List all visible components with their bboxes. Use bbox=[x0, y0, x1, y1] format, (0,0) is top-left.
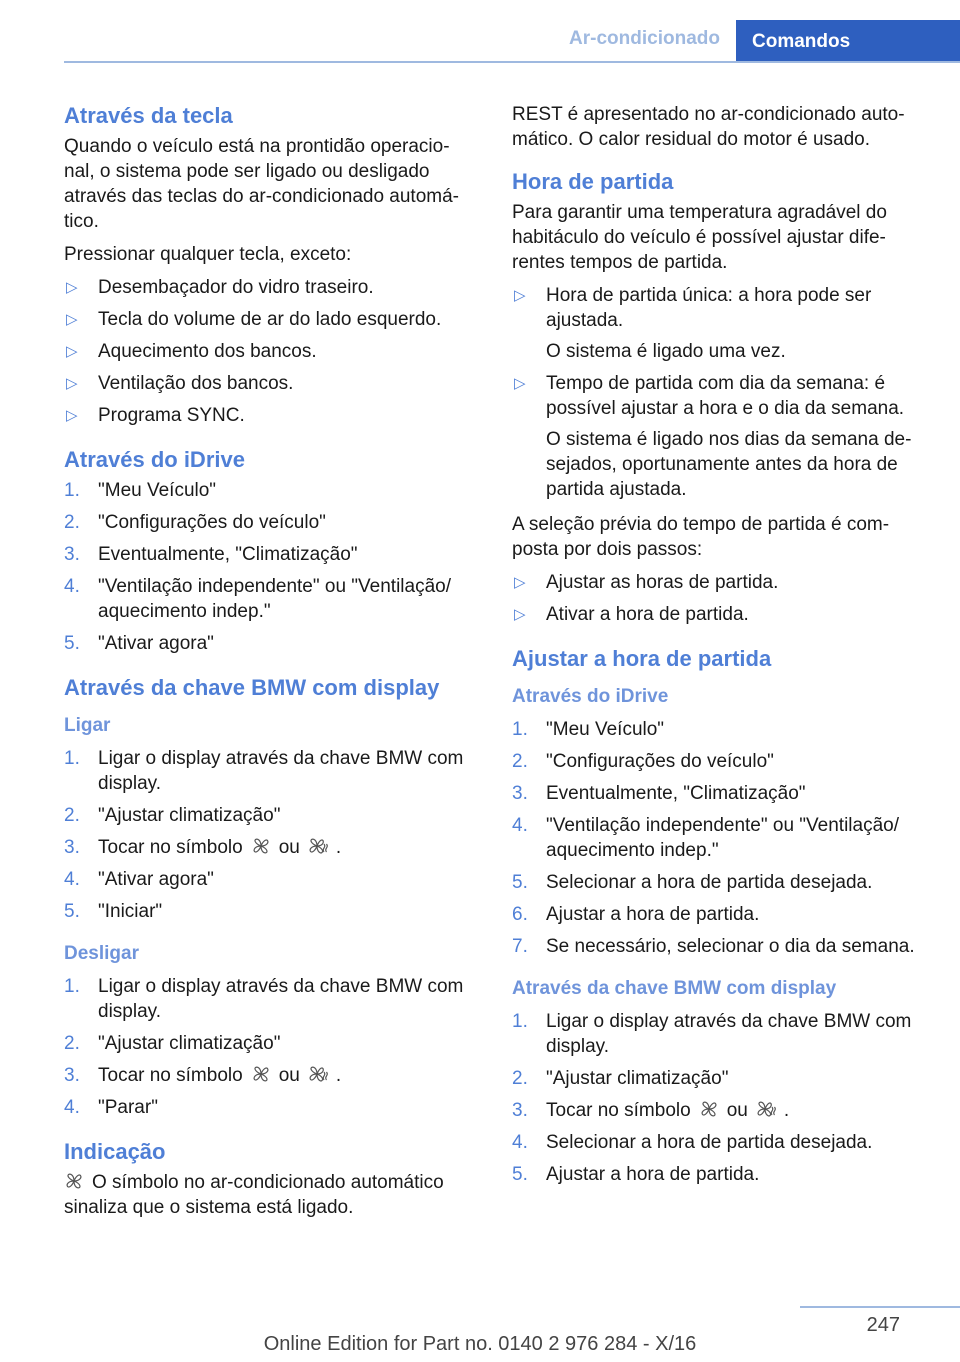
list-item: ▷ Desembaçador do vidro traseiro. bbox=[66, 277, 374, 298]
list-item: ▷ Ativar a hora de partida. bbox=[514, 604, 749, 625]
list-item: 3. Tocar no símbolo ou . bbox=[64, 837, 342, 858]
heading-hora-de-partida: Hora de partida bbox=[512, 169, 674, 194]
bullet-list bbox=[512, 570, 928, 627]
triangle-bullet-icon: ▷ bbox=[514, 606, 526, 623]
paragraph: Para garantir uma temperatura agradável do habitáculo do veículo é possível ajustar dife-rentes tempos de partida. bbox=[512, 202, 887, 273]
header-chapter-tab: Comandos bbox=[736, 20, 960, 62]
list-item: 1. Ligar o display através da chave BMW com display. bbox=[64, 748, 464, 794]
fan-icon bbox=[251, 1064, 271, 1084]
heading-atraves-da-tecla: Através da tecla bbox=[64, 103, 233, 128]
fan-icon bbox=[64, 1171, 84, 1191]
heading-ajustar-hora-de-partida: Ajustar a hora de partida bbox=[512, 646, 772, 671]
list-item: ▷ Ajustar as horas de partida. bbox=[514, 572, 779, 593]
fan-heat-icon bbox=[308, 836, 328, 856]
list-item: 2. "Ajustar climatização" bbox=[64, 1033, 281, 1054]
paragraph: Pressionar qualquer tecla, exceto: bbox=[64, 244, 352, 265]
subheading-atraves-do-idrive: Através do iDrive bbox=[512, 686, 669, 707]
list-item: 1. Ligar o display através da chave BMW com display. bbox=[512, 1011, 912, 1057]
triangle-bullet-icon: ▷ bbox=[514, 375, 526, 392]
list-item: ▷ Aquecimento dos bancos. bbox=[66, 341, 317, 362]
triangle-bullet-icon: ▷ bbox=[66, 343, 78, 360]
list-item: ▷ Ventilação dos bancos. bbox=[66, 373, 294, 394]
list-item: 4. "Ativar agora" bbox=[64, 869, 214, 890]
list-item: 3. Eventualmente, "Climatização" bbox=[512, 783, 806, 804]
list-item: 4. "Parar" bbox=[64, 1097, 158, 1118]
list-item: 2. "Ajustar climatização" bbox=[512, 1068, 729, 1089]
list-item: 4. Selecionar a hora de partida desejada. bbox=[512, 1132, 873, 1153]
right-column bbox=[512, 102, 928, 1197]
fan-heat-icon bbox=[308, 1064, 328, 1084]
numbered-list bbox=[512, 1009, 928, 1187]
bullet-list bbox=[64, 275, 480, 428]
list-item: 1. "Meu Veículo" bbox=[64, 480, 217, 501]
heading-chave-bmw-display: Através da chave BMW com display bbox=[64, 675, 440, 700]
list-item: 2. "Configurações do veículo" bbox=[512, 751, 774, 772]
list-item: 2. "Configurações do veículo" bbox=[64, 512, 326, 533]
subheading-desligar: Desligar bbox=[64, 943, 139, 964]
list-item: 5. "Iniciar" bbox=[64, 901, 163, 922]
subheading-ligar: Ligar bbox=[64, 715, 111, 736]
bullet-list bbox=[512, 283, 928, 502]
list-item: 5. Ajustar a hora de partida. bbox=[512, 1164, 760, 1185]
numbered-list bbox=[512, 717, 928, 959]
list-item: 3. Eventualmente, "Climatização" bbox=[64, 544, 358, 565]
list-item: 7. Se necessário, selecionar o dia da semana. bbox=[512, 936, 915, 957]
fan-icon bbox=[699, 1099, 719, 1119]
triangle-bullet-icon: ▷ bbox=[514, 287, 526, 304]
numbered-list bbox=[64, 746, 480, 924]
paragraph: REST é apresentado no ar-condicionado auto-mático. O calor residual do motor é usado. bbox=[512, 104, 905, 150]
list-item: 2. "Ajustar climatização" bbox=[64, 805, 281, 826]
list-item: 4. "Ventilação independente" ou "Ventilação/ aquecimento indep." bbox=[64, 576, 452, 622]
triangle-bullet-icon: ▷ bbox=[66, 375, 78, 392]
left-column bbox=[64, 102, 480, 1228]
paragraph: O símbolo no ar-condicionado automático sinaliza que o sistema está ligado. bbox=[64, 1172, 444, 1218]
list-item: ▷ Tempo de partida com dia da semana: é possível ajustar a hora e o dia da semana. O sistema é ligado nos dias da semana de-sejados, oportunamente antes da hora de partida ajustada. bbox=[514, 373, 912, 500]
list-item: 5. "Ativar agora" bbox=[64, 633, 214, 654]
triangle-bullet-icon: ▷ bbox=[66, 407, 78, 424]
numbered-list bbox=[64, 974, 480, 1120]
list-item: ▷ Programa SYNC. bbox=[66, 405, 245, 426]
heading-indicacao: Indicação bbox=[64, 1139, 166, 1164]
edition-footer: Online Edition for Part no. 0140 2 976 284 - X/16 bbox=[263, 1333, 697, 1355]
list-item: 6. Ajustar a hora de partida. bbox=[512, 904, 760, 925]
header-section-title: Ar-condicionado bbox=[569, 28, 720, 49]
numbered-list bbox=[64, 478, 480, 656]
list-item: 4. "Ventilação independente" ou "Ventilação/ aquecimento indep." bbox=[512, 815, 900, 861]
paragraph: A seleção prévia do tempo de partida é com-posta por dois passos: bbox=[512, 514, 890, 560]
list-item: 3. Tocar no símbolo ou . bbox=[64, 1065, 342, 1086]
fan-heat-icon bbox=[756, 1099, 776, 1119]
list-item: 1. "Meu Veículo" bbox=[512, 719, 665, 740]
list-item: 1. Ligar o display através da chave BMW com display. bbox=[64, 976, 464, 1022]
list-item: 3. Tocar no símbolo ou . bbox=[512, 1100, 790, 1121]
triangle-bullet-icon: ▷ bbox=[66, 279, 78, 296]
footer-rule bbox=[800, 1306, 960, 1308]
triangle-bullet-icon: ▷ bbox=[66, 311, 78, 328]
header-rule bbox=[64, 61, 960, 63]
paragraph: Quando o veículo está na prontidão operacio-nal, o sistema pode ser ligado ou desligado através das teclas do ar-condicionado automá-tico. bbox=[64, 136, 460, 232]
list-item: 5. Selecionar a hora de partida desejada. bbox=[512, 872, 873, 893]
triangle-bullet-icon: ▷ bbox=[514, 574, 526, 591]
subheading-chave-bmw-display: Através da chave BMW com display bbox=[512, 978, 837, 999]
heading-atraves-do-idrive: Através do iDrive bbox=[64, 447, 245, 472]
list-item: ▷ Tecla do volume de ar do lado esquerdo. bbox=[66, 309, 442, 330]
fan-icon bbox=[251, 836, 271, 856]
page-number: 247 bbox=[866, 1314, 900, 1336]
list-item: ▷ Hora de partida única: a hora pode ser ajustada. O sistema é ligado uma vez. bbox=[514, 285, 872, 362]
